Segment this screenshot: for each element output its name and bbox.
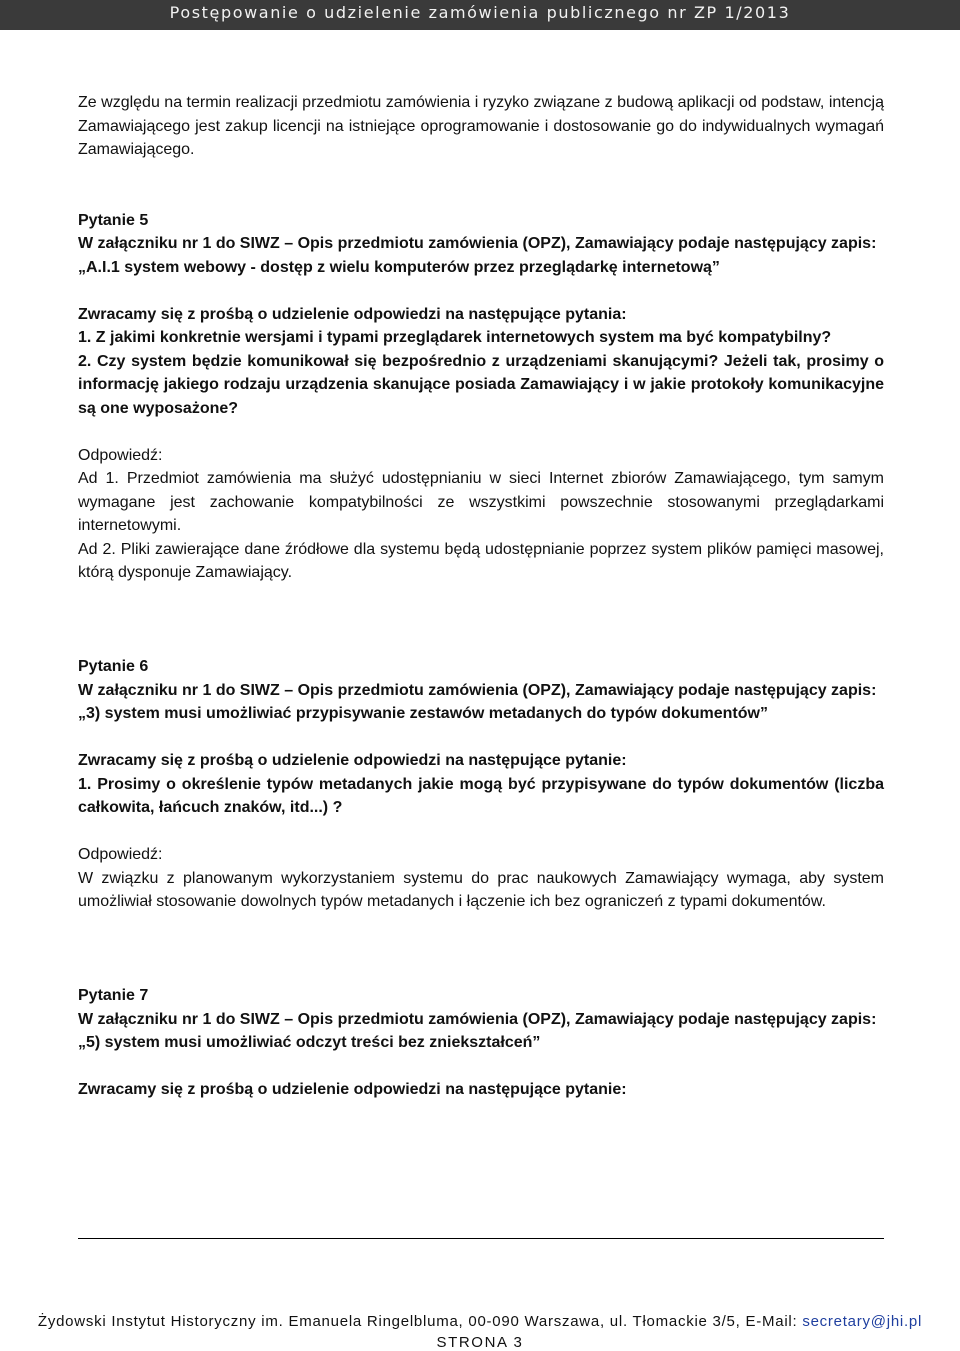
page-number: STRONA 3	[436, 1334, 524, 1351]
question-6-answer: W związku z planowanym wykorzystaniem systemu do prac naukowych Zamawiający wymaga, aby system umożliwiał stosowanie dowolnych typów metadanych i łączenie ich bez ograniczeń z typami dokumentów.	[78, 869, 884, 910]
document-body	[78, 91, 884, 1102]
question-7-title: Pytanie 7	[78, 987, 149, 1004]
intro-paragraph: Ze względu na termin realizacji przedmiotu zamówienia i ryzyko związane z budową aplikacji od podstaw, intencją Zamawiającego jest zakup licencji na istniejące oprogramowanie i dostosowanie go do indywidualnych wymagań Zamawiającego.	[78, 94, 884, 158]
running-header-title: Postępowanie o udzielenie zamówienia publicznego nr ZP 1/2013	[169, 3, 791, 22]
question-5-answer-label: Odpowiedź:	[78, 446, 163, 464]
question-7-request: Zwracamy się z prośbą o udzielenie odpowiedzi na następujące pytanie:	[78, 1081, 627, 1098]
question-5-lead: W załączniku nr 1 do SIWZ – Opis przedmiotu zamówienia (OPZ), Zamawiający podaje następujący zapis:	[78, 235, 877, 252]
question-6-item-1: 1. Prosimy o określenie typów metadanych jakie mogą być przypisywane do typów dokumentów (liczba całkowita, łańcuch znaków, itd...) ?	[78, 775, 884, 816]
footer-address: Żydowski Instytut Historyczny im. Emanuela Ringelbluma, 00-090 Warszawa, ul. Tłomackie 3/5, E-Mail:	[37, 1313, 803, 1330]
question-6-request: Zwracamy się z prośbą o udzielenie odpowiedzi na następujące pytanie:	[78, 752, 627, 769]
question-6-lead: W załączniku nr 1 do SIWZ – Opis przedmiotu zamówienia (OPZ), Zamawiający podaje następujący zapis:	[78, 681, 877, 699]
question-5-title: Pytanie 5	[78, 211, 149, 229]
question-5-request: Zwracamy się z prośbą o udzielenie odpowiedzi na następujące pytania:	[78, 305, 627, 323]
question-5-quote: „A.I.1 system webowy - dostęp z wielu komputerów przez przeglądarkę internetową”	[78, 258, 720, 276]
footer-address-line	[0, 1313, 960, 1330]
question-7-lead: W załączniku nr 1 do SIWZ – Opis przedmiotu zamówienia (OPZ), Zamawiający podaje następujący zapis:	[78, 1010, 877, 1028]
footer-email-link[interactable]: secretary@jhi.pl	[802, 1313, 923, 1330]
question-6-title: Pytanie 6	[78, 658, 149, 675]
question-5-item-2: 2. Czy system będzie komunikował się bezpośrednio z urządzeniami skanującymi? Jeżeli tak, prosimy o informację jakiego rodzaju urządzenia skanujące posiada Zamawiający i w jakie protokoły komunikacyjne są one wyposażone?	[78, 352, 884, 417]
question-5-item-1: 1. Z jakimi konkretnie wersjami i typami przeglądarek internetowych system ma być kompatybilny?	[78, 329, 832, 346]
question-5-answer-2: Ad 2. Pliki zawierające dane źródłowe dla systemu będą udostępnianie poprzez system plików pamięci masowej, którą dysponuje Zamawiający.	[78, 540, 884, 581]
question-6-quote: „3) system musi umożliwiać przypisywanie zestawów metadanych do typów dokumentów”	[78, 705, 768, 722]
running-header	[0, 0, 960, 30]
question-7-quote: „5) system musi umożliwiać odczyt treści bez zniekształceń”	[78, 1034, 541, 1051]
question-5-answer-1: Ad 1. Przedmiot zamówienia ma służyć udostępnianiu w sieci Internet zbiorów Zamawiającego, tym samym wymagane jest zachowanie kompatybilności ze wszystkimi powszechnie stosowanymi przeglądarkami internetowymi.	[78, 470, 884, 534]
question-6-answer-label: Odpowiedź:	[78, 846, 163, 863]
footer-divider	[78, 1238, 884, 1239]
